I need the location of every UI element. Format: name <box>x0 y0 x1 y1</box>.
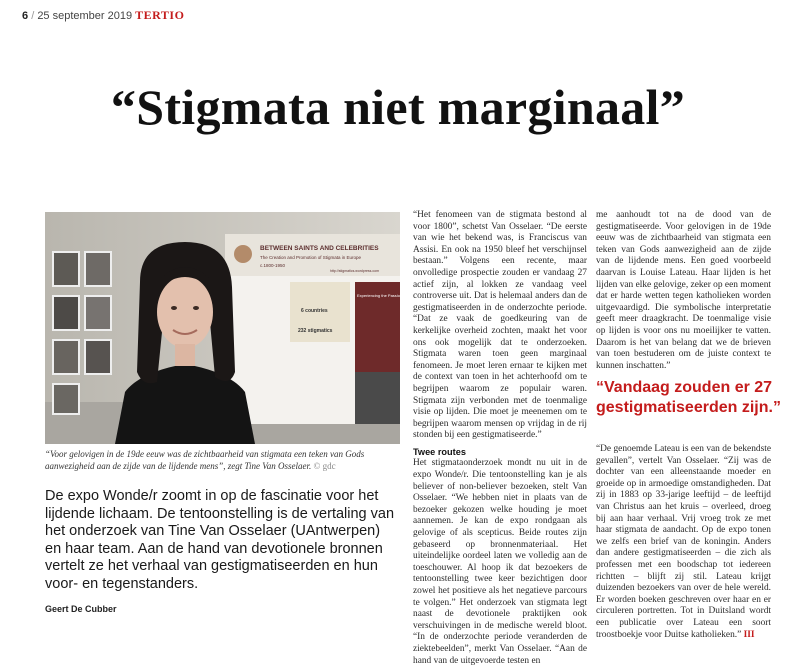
panel-stigmatics: 232 stigmatics <box>298 328 333 334</box>
banner-website: http://stigmatics.wordpress.com <box>330 269 380 273</box>
headline: “Stigmata niet marginaal” <box>110 79 686 135</box>
issue-date: 25 september 2019 <box>37 10 133 22</box>
header-separator: / <box>31 10 35 22</box>
col1-paragraph-1: “Het fenomeen van de stigmata bestond al voor 1800”, schetst Van Osselaer. “De eerste van wie het bekend was, is Franciscus van Assisi. En ook na 1950 bleef het verschijnsel bestaan.” Volgens een recente, maar onvolledige prospectie zouden er vandaag 27 actief zijn, al lokken ze vandaag veel controverse uit. Dat is helemaal anders dan de gestigmatiseerden in de onderzochte periode. “Dat ze vaak de goedkeuring van de kerkelijke overheid zochten, maakt het voor ons ook mogelijk dat te onderzoeken. Stigmata waren toen geen marginaal fenomeen. Je moet leren ernaar te kijken met de context van toen in het achterhoofd om te begrijpen waarom ze populair waren. Stigmata zijn verbonden met de toenmalige visie op lijden. Die moet je meenemen om te begrijpen waarom mensen op vrijdag in de rij stonden bij een gestigmatiseerde.” <box>413 210 587 441</box>
banner-dates: c.1800-1950 <box>260 263 286 268</box>
col1-paragraph-2: Het stigmataonderzoek mondt nu uit in de expo Wonde/r. Die tentoonstelling kan je als believer of non-believer bezoeken, stelt Van Osselaer. “We hebben niet in plaats van de bezoeker gekozen welke houding je moet aannemen. Je kan de expo rondgaan als gelovige of als scepticus. Beide routes zijn gebaseerd op bronnenmateriaal. Het uiteindelijke oordeel laten we volledig aan de toeschouwer. Al hoop ik dat bezoekers de tentoonstelling twee keer bezichtigen door zowel het positieve als het negatieve parcours te volgen.” Het onderzoek van stigmata legt naast de devotionele praktijken ook verschuivingen in de medische wereld bloot. “In de onderzochte periode veranderden de ziektebeelden”, merkt Van Osselaer. “Aan de hand van de uitgevoerde testen en <box>413 458 587 666</box>
photo-credit: © gdc <box>313 461 336 471</box>
caption-text: “Voor gelovigen in de 19de eeuw was de zichtbaarheid van stigmata een teken van Gods aanwezigheid aan de zijde van de lijdende mens”, zegt Tine Van Osselaer. <box>45 449 365 471</box>
pull-quote: “Vandaag zouden er 27 gestigmatiseerden zijn.” <box>596 379 781 416</box>
page-header <box>22 8 184 23</box>
article-column-1 <box>413 210 587 666</box>
photo-caption <box>45 448 400 472</box>
panel-countries: 6 countries <box>301 308 328 314</box>
end-mark: III <box>743 629 755 640</box>
subheading: Twee routes <box>413 446 466 457</box>
publication-name: TERTIO <box>135 8 185 22</box>
article-column-3 <box>596 444 771 640</box>
lead-paragraph: De expo Wonde/r zoomt in op de fascinatie voor het lijdende lichaam. De tentoonstelling is de vertaling van het onderzoek van Tine Van Osselaer (UAntwerpen) en haar team. Aan de hand van devotionele bronnen vertelt ze het verhaal van gestigmatiseerden en hun voor- en tegenstanders. <box>45 488 395 592</box>
panel-passion: Experiencing the Passion <box>357 293 403 298</box>
col3-paragraph-1: “De genoemde Lateau is een van de bekendste gevallen”, vertelt Van Osselaer. “Zij was de dochter van een alleenstaande moeder en groeide op in armoedige omstandigheden. Dat zij in 1883 op 33-jarige leeftijd – de leeftijd van Christus aan het kruis – overleed, droeg bij aan haar verhaal. Vrij vroeg trok ze met haar stigmata de aandacht. Op de expo tonen we zelfs een brief van de koningin. Anders dan andere gestigmatiseerden – die zich als professen met een boodschap tot iedereen richtten – blijft zij stil. Lateau krijgt duizenden bezoekers van over de hele wereld. Er worden boeken geschreven over haar en er circuleren portretten. Tot in Duitsland wordt een publicatie over Lateau een soort troostboekje voor Duitse katholieken.” <box>596 444 771 640</box>
article-column-2 <box>596 210 771 371</box>
photo-illustration <box>45 212 403 444</box>
col2-paragraph-1: me aanhoudt tot na de dood van de gestigmatiseerde. Voor gelovigen in de 19de eeuw was de zichtbaarheid van stigmata een teken van Gods aanwezigheid aan de zijde van de lijdende mens. Een goed voorbeeld daarvan is Louise Lateau. Haar lijden is het lijden van elke gelovige, zeker op een moment dat er harde wetten tegen katholieken worden uitgevaardigd. Die symbolische interpretatie geeft meer draagkracht. De toenmalige visie op lijden is voor ons nu moeilijker te vatten. Daarom is het van belang dat we de brieven van toen bestuderen om de juiste context te kunnen inschatten.” <box>596 210 771 371</box>
page-number: 6 <box>22 10 29 22</box>
author-byline: Geert De Cubber <box>45 604 117 614</box>
banner-title: BETWEEN SAINTS AND CELEBRITIES <box>260 245 379 252</box>
banner-subtitle: The Creation and Promotion of Stigmata in Europe <box>260 255 362 260</box>
exhibit-banner <box>225 234 402 424</box>
article-photo <box>45 212 403 444</box>
